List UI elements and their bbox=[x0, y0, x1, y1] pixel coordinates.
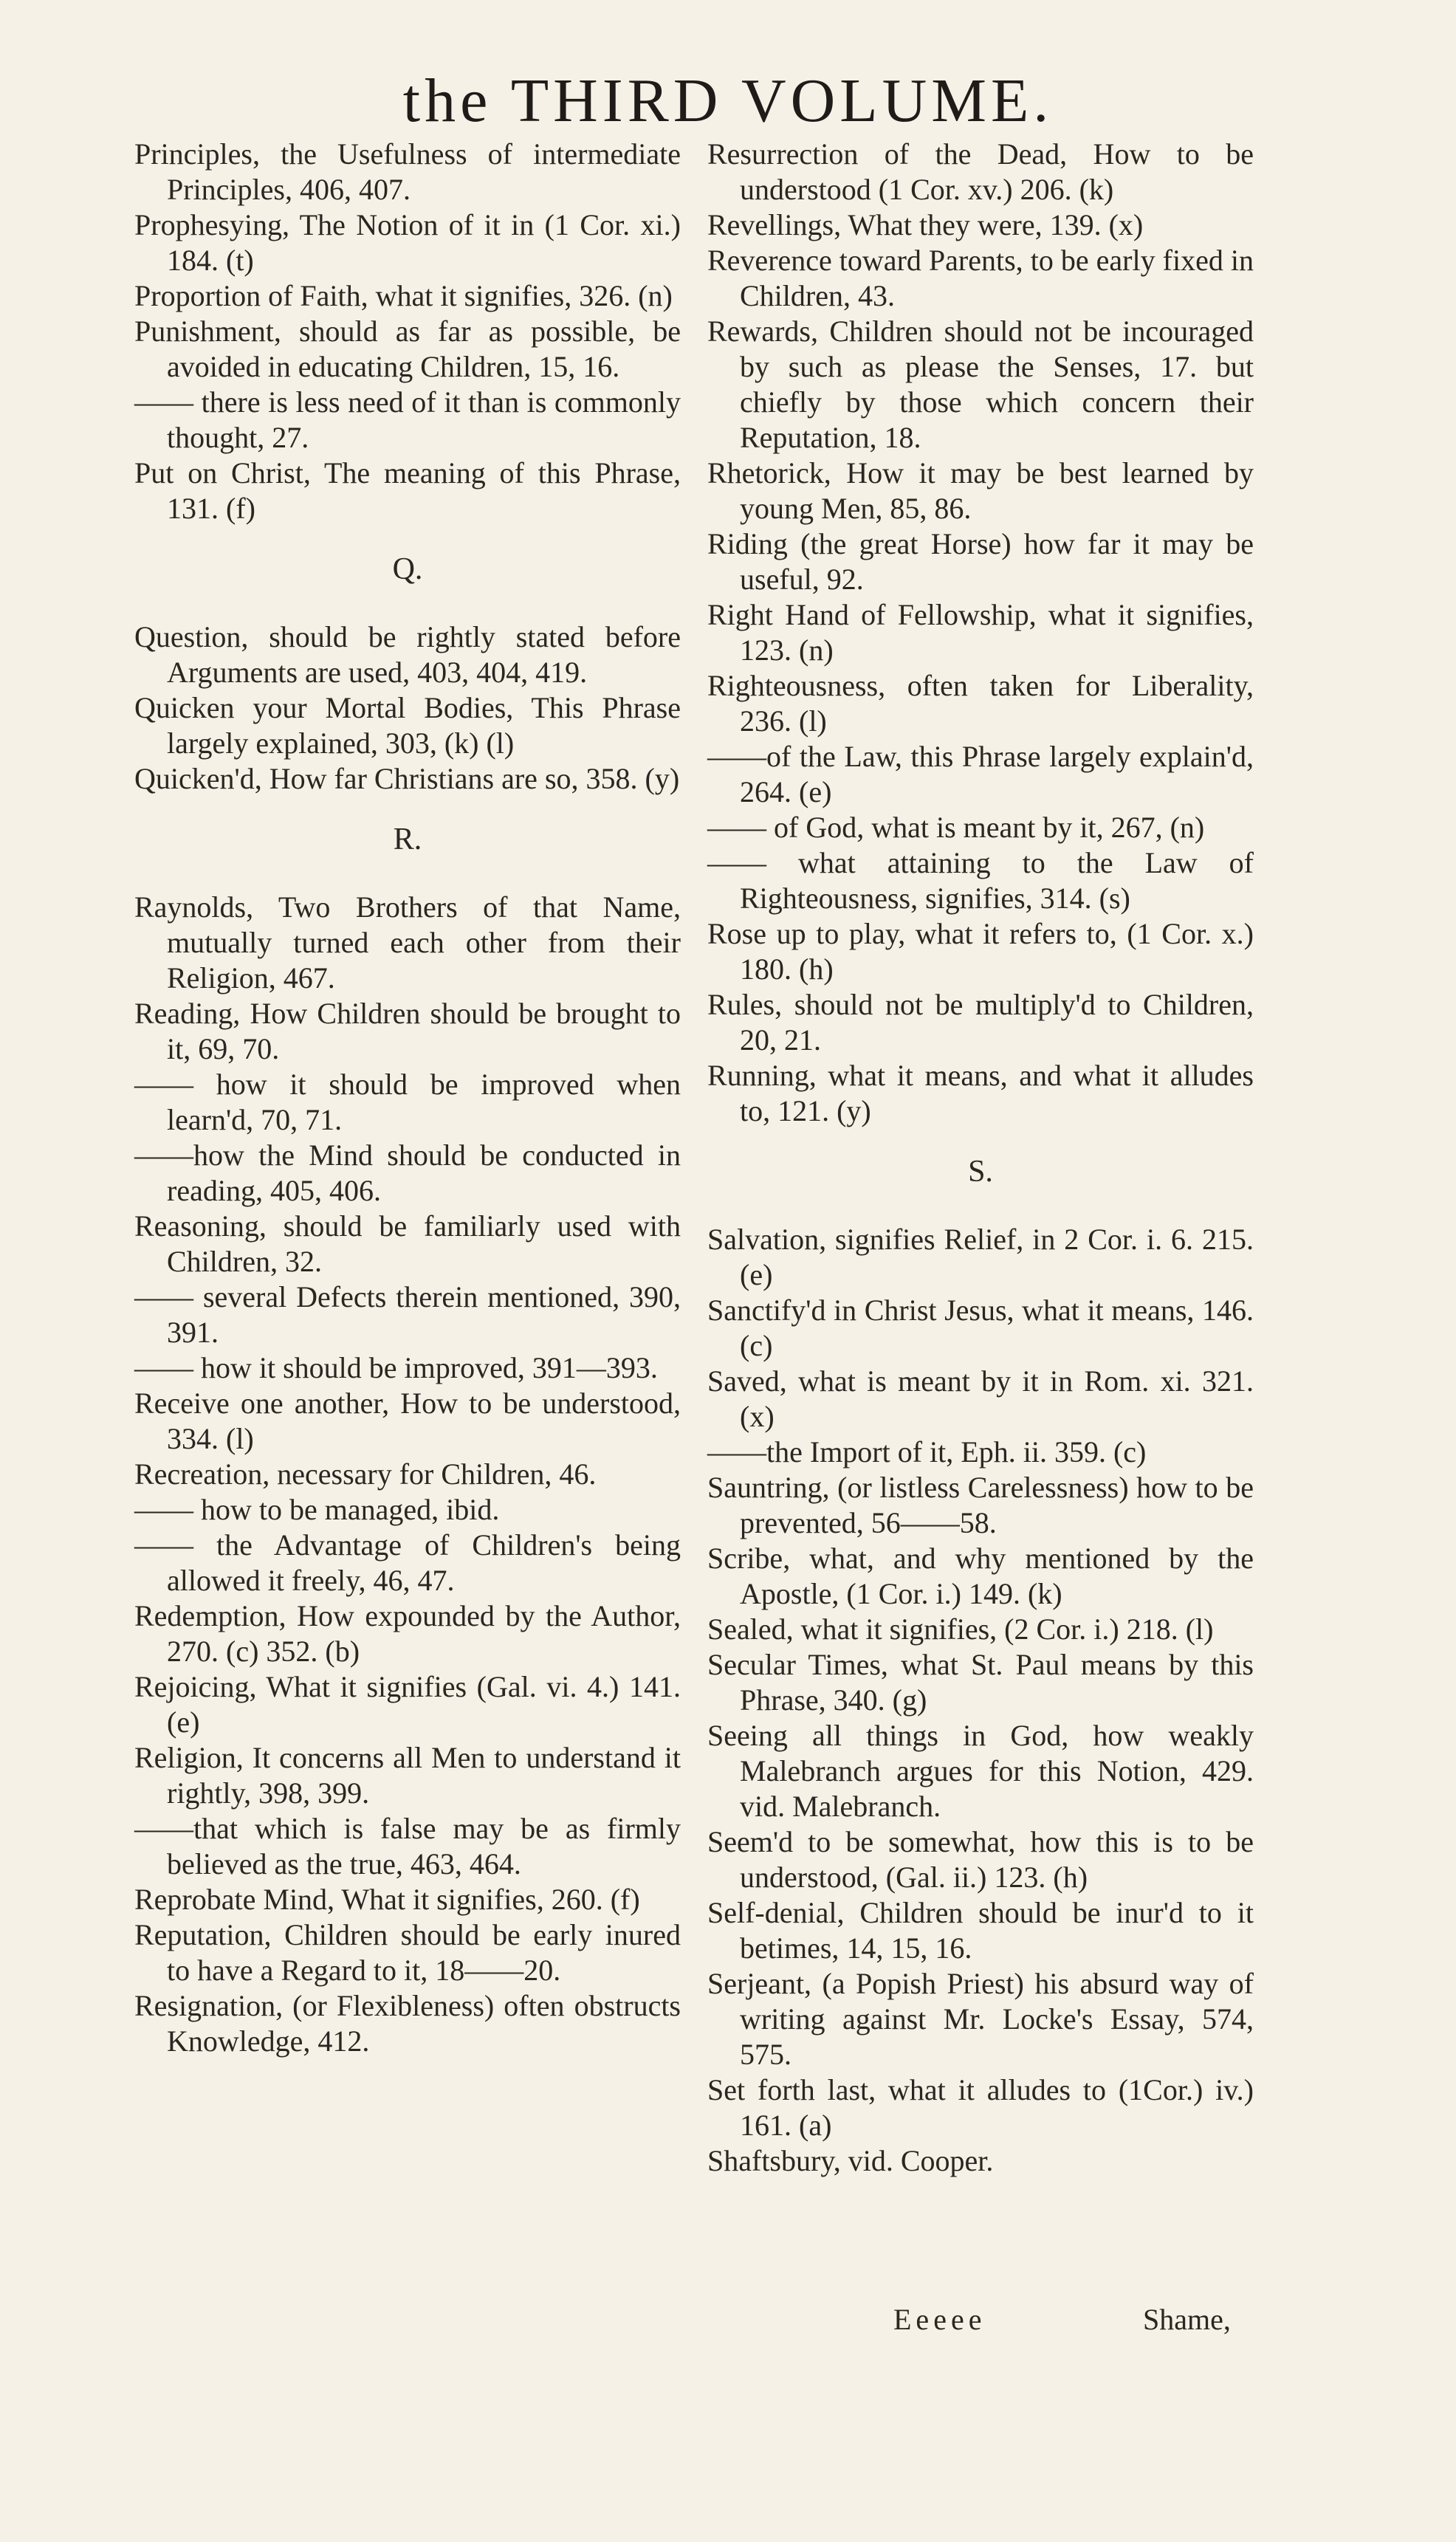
section-letter: S. bbox=[968, 1155, 993, 1189]
index-entry: Serjeant, (a Popish Priest) his absurd way of writing against Mr. Locke's Essay, 574, 575. bbox=[707, 1967, 1254, 2071]
index-entry: ——of the Law, this Phrase largely explain'd, 264. (e) bbox=[707, 740, 1254, 808]
index-entry: —— how to be managed, ibid. bbox=[134, 1493, 500, 1526]
index-entry: Sealed, what it signifies, (2 Cor. i.) 218. (l) bbox=[707, 1612, 1214, 1646]
index-entry: Secular Times, what St. Paul means by this Phrase, 340. (g) bbox=[707, 1648, 1254, 1717]
index-entry: Principles, the Usefulness of intermediate Principles, 406, 407. bbox=[134, 137, 681, 206]
index-entry: —— of God, what is meant by it, 267, (n) bbox=[707, 811, 1205, 844]
index-entry: Set forth last, what it alludes to (1Cor.) iv.) 161. (a) bbox=[707, 2073, 1254, 2142]
index-entry: Self-denial, Children should be inur'd to it betimes, 14, 15, 16. bbox=[707, 1896, 1254, 1965]
right-column bbox=[707, 137, 1254, 2179]
page-title: the THIRD VOLUME. bbox=[402, 66, 1054, 135]
index-entry: Saved, what is meant by it in Rom. xi. 321. (x) bbox=[707, 1364, 1254, 1433]
index-entry: Prophesying, The Notion of it in (1 Cor. xi.) 184. (t) bbox=[134, 208, 681, 277]
index-entry: Seem'd to be somewhat, how this is to be understood, (Gal. ii.) 123. (h) bbox=[707, 1825, 1254, 1894]
index-entry: Resurrection of the Dead, How to be understood (1 Cor. xv.) 206. (k) bbox=[707, 137, 1254, 206]
index-entry: Rules, should not be multiply'd to Children, 20, 21. bbox=[707, 988, 1254, 1057]
index-entry: —— there is less need of it than is commonly thought, 27. bbox=[134, 385, 681, 454]
index-entry: Revellings, What they were, 139. (x) bbox=[707, 208, 1144, 241]
index-entry: Proportion of Faith, what it signifies, 326. (n) bbox=[134, 279, 673, 312]
index-entry: Seeing all things in God, how weakly Malebranch argues for this Notion, 429. vid. Malebranch. bbox=[707, 1719, 1254, 1823]
index-entry: Raynolds, Two Brothers of that Name, mutually turned each other from their Religion, 467. bbox=[134, 890, 681, 995]
index-entry: —— what attaining to the Law of Righteousness, signifies, 314. (s) bbox=[707, 846, 1254, 915]
index-entry: Right Hand of Fellowship, what it signifies, 123. (n) bbox=[707, 598, 1254, 667]
index-entry: —— how it should be improved, 391—393. bbox=[134, 1351, 658, 1384]
index-entry: Shaftsbury, vid. Cooper. bbox=[707, 2144, 994, 2177]
index-entry: Recreation, necessary for Children, 46. bbox=[134, 1457, 597, 1491]
index-entry: Religion, It concerns all Men to understand it rightly, 398, 399. bbox=[134, 1741, 681, 1810]
index-entry: Quicken'd, How far Christians are so, 358. (y) bbox=[134, 762, 680, 795]
index-entry: Quicken your Mortal Bodies, This Phrase largely explained, 303, (k) (l) bbox=[134, 691, 681, 760]
index-entry: Sanctify'd in Christ Jesus, what it means, 146. (c) bbox=[707, 1294, 1254, 1362]
index-entry: Rejoicing, What it signifies (Gal. vi. 4.) 141. (e) bbox=[134, 1670, 681, 1739]
index-entry: Running, what it means, and what it alludes to, 121. (y) bbox=[707, 1059, 1254, 1127]
index-entry: Righteousness, often taken for Liberality, 236. (l) bbox=[707, 669, 1254, 738]
index-entry: Punishment, should as far as possible, be avoided in educating Children, 15, 16. bbox=[134, 315, 681, 383]
index-entry: ——that which is false may be as firmly believed as the true, 463, 464. bbox=[134, 1812, 681, 1880]
index-entry: Resignation, (or Flexibleness) often obstructs Knowledge, 412. bbox=[134, 1989, 681, 2058]
section-letter: Q. bbox=[392, 552, 423, 586]
index-entry: —— the Advantage of Children's being allowed it freely, 46, 47. bbox=[134, 1528, 681, 1597]
index-entry: Rhetorick, How it may be best learned by young Men, 85, 86. bbox=[707, 456, 1254, 525]
index-entry: Redemption, How expounded by the Author, 270. (c) 352. (b) bbox=[134, 1599, 681, 1668]
index-entry: Sauntring, (or listless Carelessness) how to be prevented, 56——58. bbox=[707, 1471, 1254, 1539]
index-entry: Reverence toward Parents, to be early fixed in Children, 43. bbox=[707, 244, 1254, 312]
index-entry: Put on Christ, The meaning of this Phrase, 131. (f) bbox=[134, 456, 681, 525]
index-entry: —— how it should be improved when learn'd, 70, 71. bbox=[134, 1068, 681, 1136]
index-entry: Reprobate Mind, What it signifies, 260. (f) bbox=[134, 1883, 640, 1916]
index-entry: Salvation, signifies Relief, in 2 Cor. i. 6. 215. (e) bbox=[707, 1223, 1254, 1291]
index-entry: ——the Import of it, Eph. ii. 359. (c) bbox=[707, 1435, 1147, 1468]
index-entry: —— several Defects therein mentioned, 390, 391. bbox=[134, 1280, 681, 1349]
section-letter: R. bbox=[393, 822, 422, 856]
index-entry: Scribe, what, and why mentioned by the Apostle, (1 Cor. i.) 149. (k) bbox=[707, 1542, 1254, 1610]
catchword: Shame, bbox=[1143, 2303, 1231, 2336]
signature-mark: Eeeee bbox=[893, 2303, 986, 2336]
index-entry: Receive one another, How to be understood, 334. (l) bbox=[134, 1387, 681, 1455]
index-entry: ——how the Mind should be conducted in reading, 405, 406. bbox=[134, 1138, 681, 1207]
index-entry: Rose up to play, what it refers to, (1 Cor. x.) 180. (h) bbox=[707, 917, 1254, 986]
index-entry: Rewards, Children should not be incouraged by such as please the Senses, 17. but chiefly by those which concern their Reputation, 18. bbox=[707, 315, 1254, 454]
index-entry: Riding (the great Horse) how far it may be useful, 92. bbox=[707, 527, 1254, 596]
index-entry: Question, should be rightly stated before Arguments are used, 403, 404, 419. bbox=[134, 620, 681, 689]
index-entry: Reasoning, should be familiarly used with Children, 32. bbox=[134, 1209, 681, 1278]
index-entry: Reputation, Children should be early inured to have a Regard to it, 18——20. bbox=[134, 1918, 681, 1987]
index-entry: Reading, How Children should be brought to it, 69, 70. bbox=[134, 997, 681, 1065]
left-column bbox=[134, 137, 681, 2059]
